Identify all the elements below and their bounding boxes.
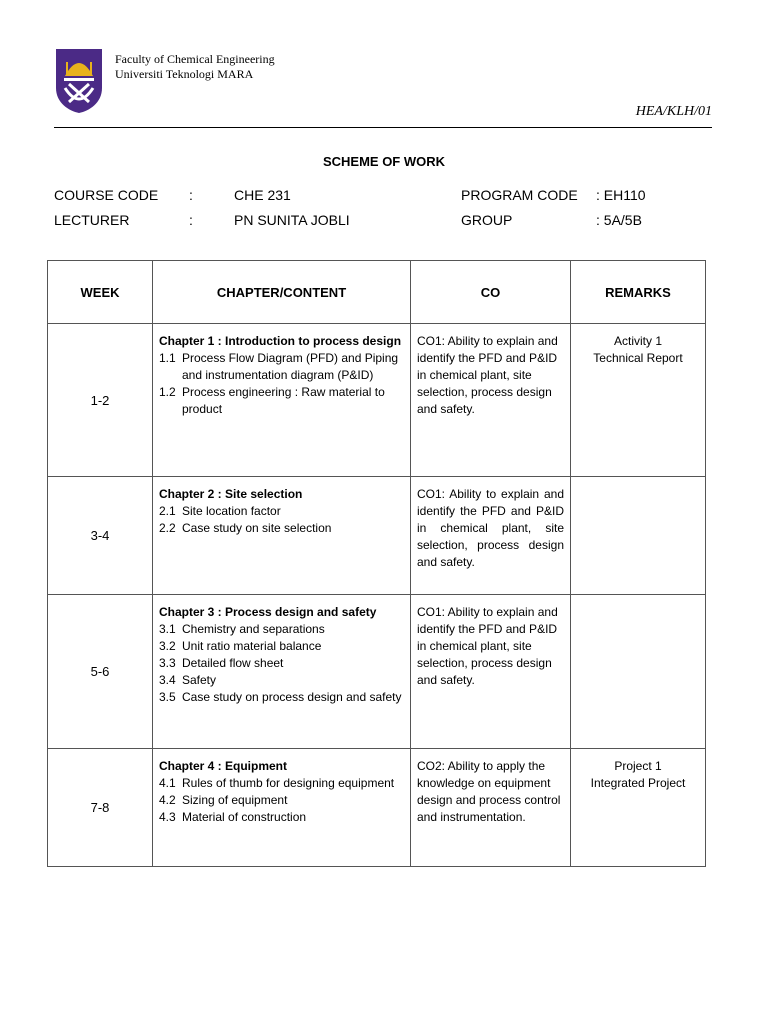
uitm-logo-icon [55,48,103,114]
list-item [159,655,404,672]
item-number: 4.3 [159,810,176,824]
remark-line: Project 1 [614,759,662,773]
item-text: Rules of thumb for designing equipment [182,776,395,790]
course-code-value: CHE 231 [234,187,291,203]
header-divider [54,127,712,128]
remarks-cell [571,324,706,477]
chapter-title: Chapter 4 : Equipment [159,759,288,773]
item-number: 3.1 [159,622,176,636]
group-value: : 5A/5B [596,212,642,228]
list-item [159,672,404,689]
item-number: 4.2 [159,793,176,807]
university-name: Universiti Teknologi MARA [115,67,254,81]
item-number: 1.1 [159,351,176,365]
list-item [159,350,404,384]
chapter-title: Chapter 2 : Site selection [159,487,303,501]
course-code-label: COURSE CODE [54,187,159,203]
list-item [159,689,404,706]
table-row [48,749,706,867]
content-cell [153,324,411,477]
lecturer-label: LECTURER [54,212,130,228]
item-number: 4.1 [159,776,176,790]
document-reference: HEA/KLH/01 [635,104,712,119]
remarks-cell [571,749,706,867]
remark-line: Integrated Project [590,776,686,790]
table-header-row [48,261,706,324]
item-text: Case study on site selection [182,521,332,535]
co-cell: CO1: Ability to explain and identify the PFD and P&ID in chemical plant, site selection, process design and safety. [411,477,571,595]
item-text: Detailed flow sheet [182,656,284,670]
table-row [48,477,706,595]
co-cell: CO1: Ability to explain and identify the PFD and P&ID in chemical plant, site selection, process design and safety. [411,324,571,477]
item-number: 3.3 [159,656,176,670]
item-text: Sizing of equipment [182,793,288,807]
item-text: Process engineering : Raw material to product [182,385,385,416]
chapter-title: Chapter 3 : Process design and safety [159,605,377,619]
content-cell [153,477,411,595]
week-cell: 5-6 [48,595,153,749]
page-title: SCHEME OF WORK [322,154,446,169]
header-remarks: REMARKS [571,261,706,324]
item-number: 1.2 [159,385,176,399]
remarks-cell [571,477,706,595]
list-item [159,503,404,520]
remark-line: Activity 1 [613,334,662,348]
week-cell: 7-8 [48,749,153,867]
list-item [159,809,404,826]
item-text: Process Flow Diagram (PFD) and Piping and instrumentation diagram (P&ID) [182,351,399,382]
item-text: Chemistry and separations [182,622,325,636]
scheme-table [47,260,706,867]
remarks-cell [571,595,706,749]
content-cell [153,749,411,867]
remark-line: Technical Report [593,351,683,365]
table-row [48,324,706,477]
program-code-value: : EH110 [596,187,646,203]
item-text: Case study on process design and safety [182,690,402,704]
item-number: 3.2 [159,639,176,653]
course-code-colon: : [189,187,193,203]
faculty-name: Faculty of Chemical Engineering [115,52,275,66]
lecturer-value: PN SUNITA JOBLI [234,212,350,228]
list-item [159,775,404,792]
item-number: 3.4 [159,673,176,687]
list-item [159,384,404,418]
item-number: 3.5 [159,690,176,704]
item-text: Safety [182,673,217,687]
item-text: Material of construction [182,810,307,824]
co-cell: CO1: Ability to explain and identify the PFD and P&ID in chemical plant, site selection, process design and safety. [411,595,571,749]
list-item [159,520,404,537]
header-chapter-content: CHAPTER/CONTENT [153,261,411,324]
header-week: WEEK [48,261,153,324]
chapter-title: Chapter 1 : Introduction to process design [159,334,402,348]
lecturer-colon: : [189,212,193,228]
group-label: GROUP [461,212,513,228]
faculty-header [115,52,275,82]
header-co: CO [411,261,571,324]
list-item [159,638,404,655]
program-code-label: PROGRAM CODE [461,187,578,203]
table-row [48,595,706,749]
item-number: 2.2 [159,521,176,535]
week-cell: 1-2 [48,324,153,477]
co-cell: CO2: Ability to apply the knowledge on equipment design and process control and instrumentation. [411,749,571,867]
week-cell: 3-4 [48,477,153,595]
item-number: 2.1 [159,504,176,518]
item-text: Site location factor [182,504,281,518]
content-cell [153,595,411,749]
list-item [159,792,404,809]
item-text: Unit ratio material balance [182,639,322,653]
list-item [159,621,404,638]
